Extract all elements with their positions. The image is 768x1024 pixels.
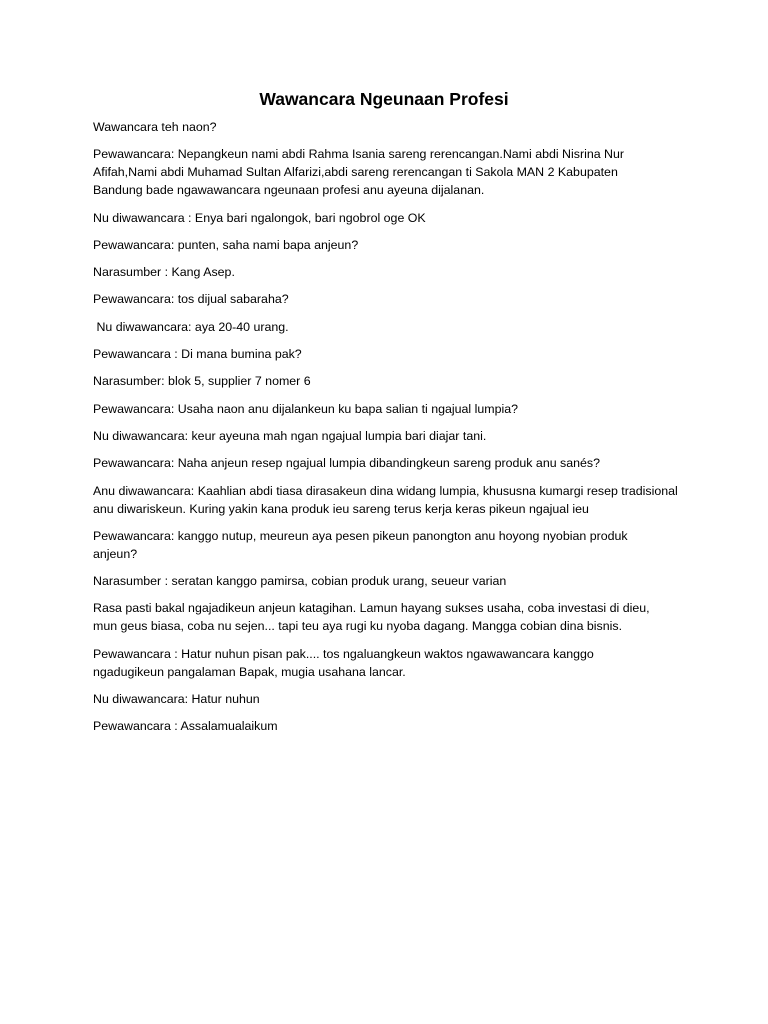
paragraph: Nu diwawancara : Enya bari ngalongok, bari ngobrol oge OK <box>93 210 426 225</box>
paragraph: Nu diwawancara: Hatur nuhun <box>93 692 260 707</box>
paragraph: Pewawancara: Nepangkeun nami abdi Rahma Isania sareng rerencangan.Nami abdi Nisrina Nur Afifah,Nami abdi Muhamad Sultan Alfarizi,abdi sareng rerencangan ti Sakola MAN 2 Kabupaten Bandung bade ngawawancara ngeunaan profesi anu ayeuna dijalanan. <box>93 147 625 198</box>
paragraph: Pewawancara : Di mana bumina pak? <box>93 347 302 362</box>
paragraph: Pewawancara: tos dijual sabaraha? <box>93 292 289 307</box>
paragraph: Pewawancara: Naha anjeun resep ngajual lumpia dibandingkeun sareng produk anu sanés? <box>93 456 600 471</box>
document-title: Wawancara Ngeunaan Profesi <box>259 89 509 109</box>
paragraph: Narasumber : Kang Asep. <box>93 265 235 280</box>
document-body <box>93 118 693 745</box>
paragraph: Rasa pasti bakal ngajadikeun anjeun katagihan. Lamun hayang sukses usaha, coba investasi di dieu, mun geus biasa, coba nu sejen... tapi teu aya rugi ku nyoba dagang. Mangga cobian dina bisnis. <box>93 601 650 634</box>
paragraph: Pewawancara: punten, saha nami bapa anjeun? <box>93 237 359 252</box>
paragraph: Pewawancara: Usaha naon anu dijalankeun ku bapa salian ti ngajual lumpia? <box>93 401 519 416</box>
paragraph: Nu diwawancara: aya 20-40 urang. <box>93 319 289 334</box>
paragraph: Narasumber: blok 5, supplier 7 nomer 6 <box>93 374 311 389</box>
paragraph: Wawancara teh naon? <box>93 120 217 134</box>
paragraph: Nu diwawancara: keur ayeuna mah ngan ngajual lumpia bari diajar tani. <box>93 428 487 443</box>
paragraph: Pewawancara: kanggo nutup, meureun aya pesen pikeun panongton anu hoyong nyobian produk anjeun? <box>93 528 628 561</box>
paragraph: Pewawancara : Assalamualaikum <box>93 719 278 734</box>
paragraph: Pewawancara : Hatur nuhun pisan pak.... tos ngaluangkeun waktos ngawawancara kanggo ngadugikeun pangalaman Bapak, mugia usahana lancar. <box>93 646 594 679</box>
paragraph: Narasumber : seratan kanggo pamirsa, cobian produk urang, seueur varian <box>93 574 507 589</box>
paragraph: Anu diwawancara: Kaahlian abdi tiasa dirasakeun dina widang lumpia, khususna kumargi resep tradisional anu diwariskeun. Kuring yakin kana produk ieu sareng terus kerja keras pikeun ngajual ieu <box>93 483 678 516</box>
